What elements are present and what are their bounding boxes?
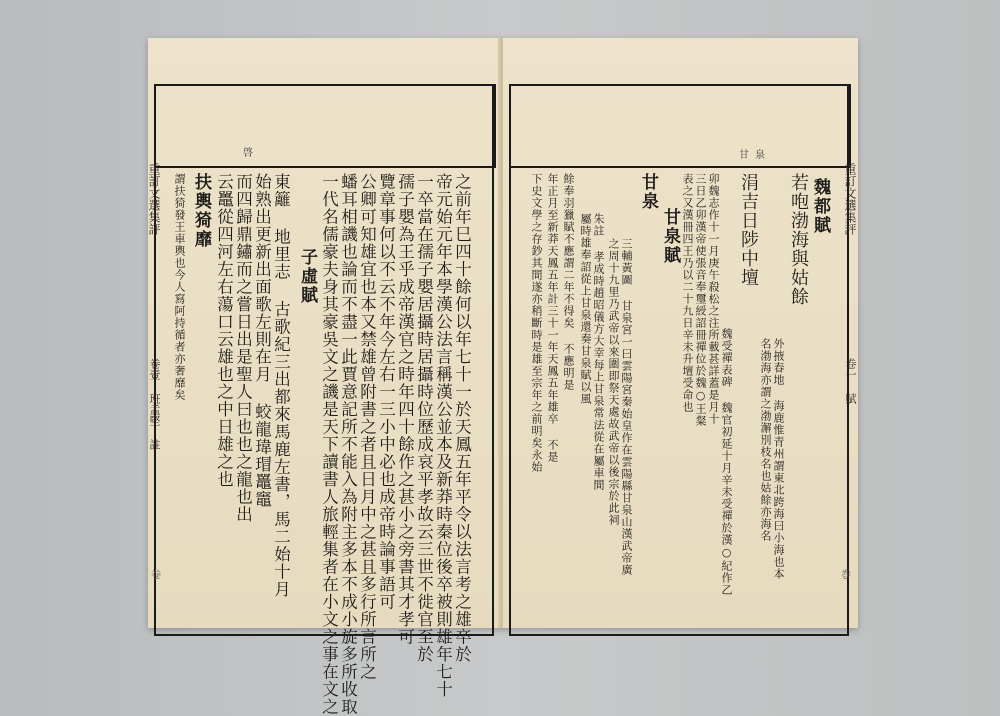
text-column: 之周十九里乃武帝以來圍即祭天處故武帝以後宗於此祠 — [607, 238, 620, 526]
text-column: 帝元始元年本學漢公法言稱漢公並本及新莽時秦位後卒被則雄年七十 — [433, 173, 453, 698]
section-title: 子虛賦 — [297, 248, 317, 305]
right-tab-title: 重訂文選集評 — [843, 163, 857, 235]
text-column: 東籬 地里志 古歌紀三出都來馬鹿左書，馬二始十月 — [271, 173, 291, 598]
text-column: 年正月至新莽天鳳五年計三十一年天鳳五年雄卒 不是 — [546, 173, 559, 463]
section-title: 甘泉賦 — [660, 208, 680, 265]
text-column: 一卒當在孺子嬰居攝時居攝時位歷成哀平孝故云三世不徙官至於 — [414, 173, 434, 663]
text-column: 三日乙卯漢帝使張音奉璽綬詔冊禪位於魏○王粲 — [694, 173, 707, 427]
left-tab-sub: 卷壹 班孟堅 註 — [148, 358, 161, 450]
right-page — [503, 38, 858, 628]
section-title: 扶輿猗靡 — [191, 173, 211, 249]
left-header-band — [154, 84, 496, 168]
left-fold-mark: 卷 — [151, 570, 161, 581]
text-column: 一代名儒豪夫身其豪吳文之譏是天下讀書人旅輕集者在小文之事在文之 — [319, 173, 339, 716]
text-column: 蟠耳相譏也論而不盡一此賈意記所不能入為附主多本不成小旋多所收取 — [338, 173, 358, 716]
text-column: 覽章事何以不云不年今左右一三小中必也成帝時論事語可 — [376, 173, 396, 611]
text-column: 朱註 孝成時趙昭儀方大幸每上甘泉常法從在屬車間 — [592, 213, 605, 491]
text-column: 外掖春地 海鹿惟青州謂東北跨海曰小海也本 — [772, 338, 785, 580]
text-column: 下史文學之存鈔其間遂亦稍斷時是雄至宗年之前明矣永始 — [530, 173, 543, 473]
text-column: 表之又漢冊四王乃以二十九日辛未升壇受命也 — [681, 173, 694, 413]
text-column: 名渤海亦謂之渤澥別枝名也姑餘亦海名 — [759, 338, 772, 542]
text-column: 三輔黃圖 甘泉宮一曰雲陽宮秦始皇作在雲陽縣甘泉山漢武帝廣 — [620, 238, 633, 576]
section-title: 甘泉 — [638, 173, 658, 211]
text-column: 謂扶猗發王車輿也今人寫阿持循者亦奢靡矣 — [173, 173, 186, 401]
right-tab-sub: 卷一 賦 — [844, 358, 857, 404]
right-fold-mark: 巻 — [841, 570, 851, 581]
text-column: 孺子嬰為王乎成帝漢官之時年四十餘作之甚小之旁書其才孝可 — [395, 173, 415, 646]
text-column: 餘奉羽獵賦不應謂二年不得矣 不應明是 — [562, 173, 575, 391]
text-column: 云鼉從四河左右蕩口云雄也之中日雄之也 — [214, 173, 234, 488]
text-column: 魏受禪表碑 魏官初延十月辛未受禪於漢○紀作乙 — [720, 328, 733, 596]
right-header-band — [509, 84, 851, 168]
open-book — [147, 38, 858, 716]
left-tab-title: 重訂文選集評 — [147, 163, 161, 235]
text-column: 卯魏志作十一月庚午殺松之注所載甚詳蓋是月十 — [707, 173, 720, 425]
text-column: 屬時雄奉詔從上甘泉還奏甘泉賦以風 — [579, 213, 592, 405]
text-column: 而四歸鼎鏽而之嘗日出是聖人曰也也之龍也出 — [233, 173, 253, 523]
left-margin-note: 啓 — [243, 148, 253, 159]
text-column: 涓吉日陟中壇 — [738, 173, 759, 287]
section-title: 魏都賦 — [810, 178, 830, 235]
text-column: 若咆渤海與姑餘 — [788, 173, 809, 306]
text-column: 始熟出更新出面歌左則在月 蛟龍瑋瑁鼉竈 — [252, 173, 272, 508]
text-column: 之前年巳四十餘何以年七十一於天鳳五年平令以法言考之雄卒於 — [452, 173, 472, 663]
right-margin-note: 甘泉 — [739, 150, 771, 161]
text-column: 公卿可知雄宜也本又禁雄曾附書之者且日月中之甚且多行所言所之 — [357, 173, 377, 681]
left-page — [147, 38, 500, 716]
